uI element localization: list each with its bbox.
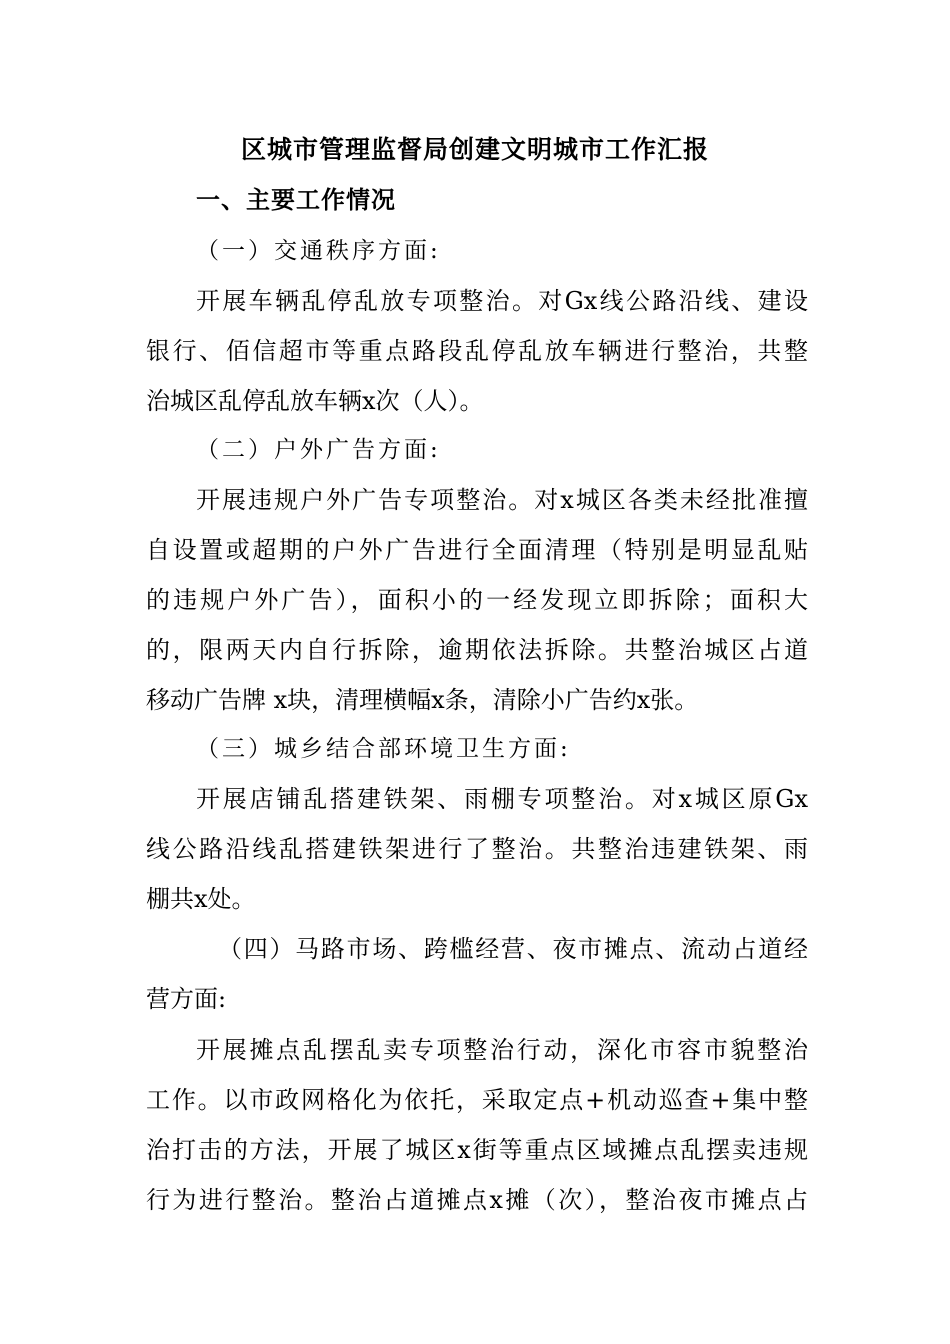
paragraph-line: 开展车辆乱停乱放专项整治。对Gx线公路沿线、建设 [196, 287, 808, 315]
paragraph-line: 移动广告牌 x块，清理横幅x条，清除小广告约x张。 [146, 686, 699, 714]
paragraph-line: 自设置或超期的户外广告进行全面清理（特别是明显乱贴 [146, 536, 808, 564]
subsection-heading-continued: 营方面: [146, 985, 227, 1013]
paragraph-line: 治打击的方法，开展了城区x街等重点区域摊点乱摆卖违规 [146, 1136, 808, 1164]
paragraph-line: 银行、佰信超市等重点路段乱停乱放车辆进行整治，共整 [146, 337, 808, 365]
paragraph-line: 治城区乱停乱放车辆x次（人）。 [146, 387, 484, 415]
subsection-heading: （四）马路市场、跨槛经营、夜市摊点、流动占道经 [218, 935, 808, 963]
paragraph-line: 开展摊点乱摆乱卖专项整治行动，深化市容市貌整治 [196, 1036, 808, 1064]
subsection-heading: （二）户外广告方面: [196, 437, 441, 463]
section-heading: 一、主要工作情况 [196, 186, 396, 214]
paragraph-line: 开展店铺乱搭建铁架、雨棚专项整治。对x城区原Gx [196, 785, 808, 813]
paragraph-line: 的违规户外广告），面积小的一经发现立即拆除；面积大 [146, 586, 808, 614]
paragraph-line: 工作。以市政网格化为依托，采取定点+机动巡查+集中整 [146, 1086, 808, 1114]
paragraph-line: 线公路沿线乱搭建铁架进行了整治。共整治违建铁架、雨 [146, 835, 808, 863]
document-title: 区城市管理监督局创建文明城市工作汇报 [240, 135, 709, 164]
paragraph-line: 棚共x处。 [146, 885, 256, 913]
paragraph-line: 开展违规户外广告专项整治。对x城区各类未经批准擅 [196, 486, 808, 514]
subsection-heading: （三）城乡结合部环境卫生方面: [196, 736, 571, 762]
paragraph-line: 行为进行整治。整治占道摊点x摊（次），整治夜市摊点占 [146, 1186, 808, 1214]
paragraph-line: 的，限两天内自行拆除，逾期依法拆除。共整治城区占道 [146, 636, 808, 664]
subsection-heading: （一）交通秩序方面: [196, 238, 441, 264]
